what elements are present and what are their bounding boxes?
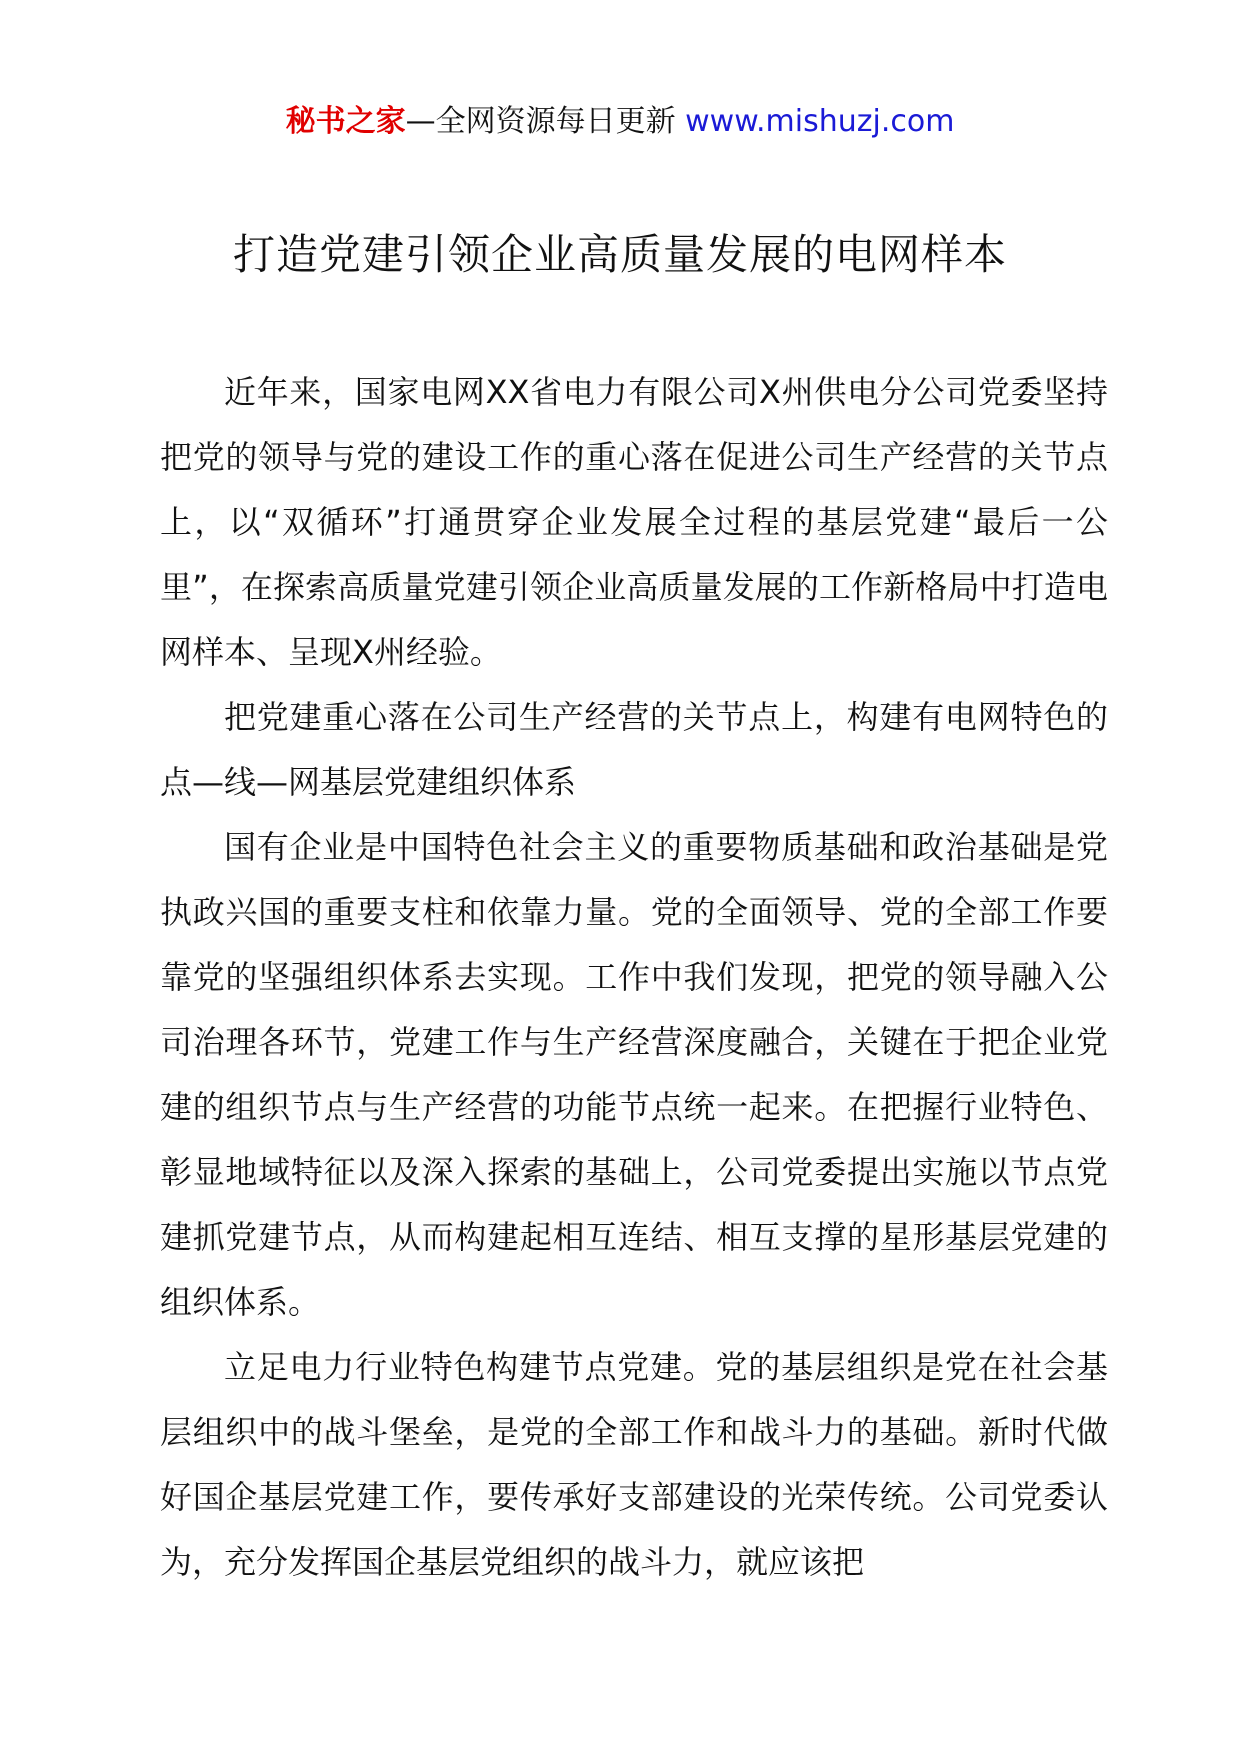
site-header [0,100,1240,144]
paragraph-node-party-building: 立足电力行业特色构建节点党建。党的基层组织是党在社会基层组织中的战斗堡垒，是党的全部工作和战斗力的基础。新时代做好国企基层党建工作，要传承好支部建设的光荣传统。公司党委认为，充分发挥国企基层党组织的战斗力，就应该把 [160,1348,1108,1581]
brand-name: 秘书之家 [285,104,406,139]
document-body [160,360,1108,1595]
paragraph-section-heading: 把党建重心落在公司生产经营的关节点上，构建有电网特色的点—线—网基层党建组织体系 [160,698,1108,801]
site-url-link[interactable]: www.mishuzj.com [685,104,955,139]
header-tagline: —全网资源每日更新 [405,104,686,139]
document-title: 打造党建引领企业高质量发展的电网样本 [232,230,1007,279]
paragraph-soe-foundation: 国有企业是中国特色社会主义的重要物质基础和政治基础是党执政兴国的重要支柱和依靠力量。党的全面领导、党的全部工作要靠党的坚强组织体系去实现。工作中我们发现，把党的领导融入公司治理各环节，党建工作与生产经营深度融合，关键在于把企业党建的组织节点与生产经营的功能节点统一起来。在把握行业特色、彰显地域特征以及深入探索的基础上，公司党委提出实施以节点党建抓党建节点，从而构建起相互连结、相互支撑的星形基层党建的组织体系。 [160,828,1108,1321]
paragraph-intro: 近年来，国家电网XX省电力有限公司X州供电分公司党委坚持把党的领导与党的建设工作的重心落在促进公司生产经营的关节点上，以“双循环”打通贯穿企业发展全过程的基层党建“最后一公里”，在探索高质量党建引领企业高质量发展的工作新格局中打造电网样本、呈现X州经验。 [160,373,1108,671]
